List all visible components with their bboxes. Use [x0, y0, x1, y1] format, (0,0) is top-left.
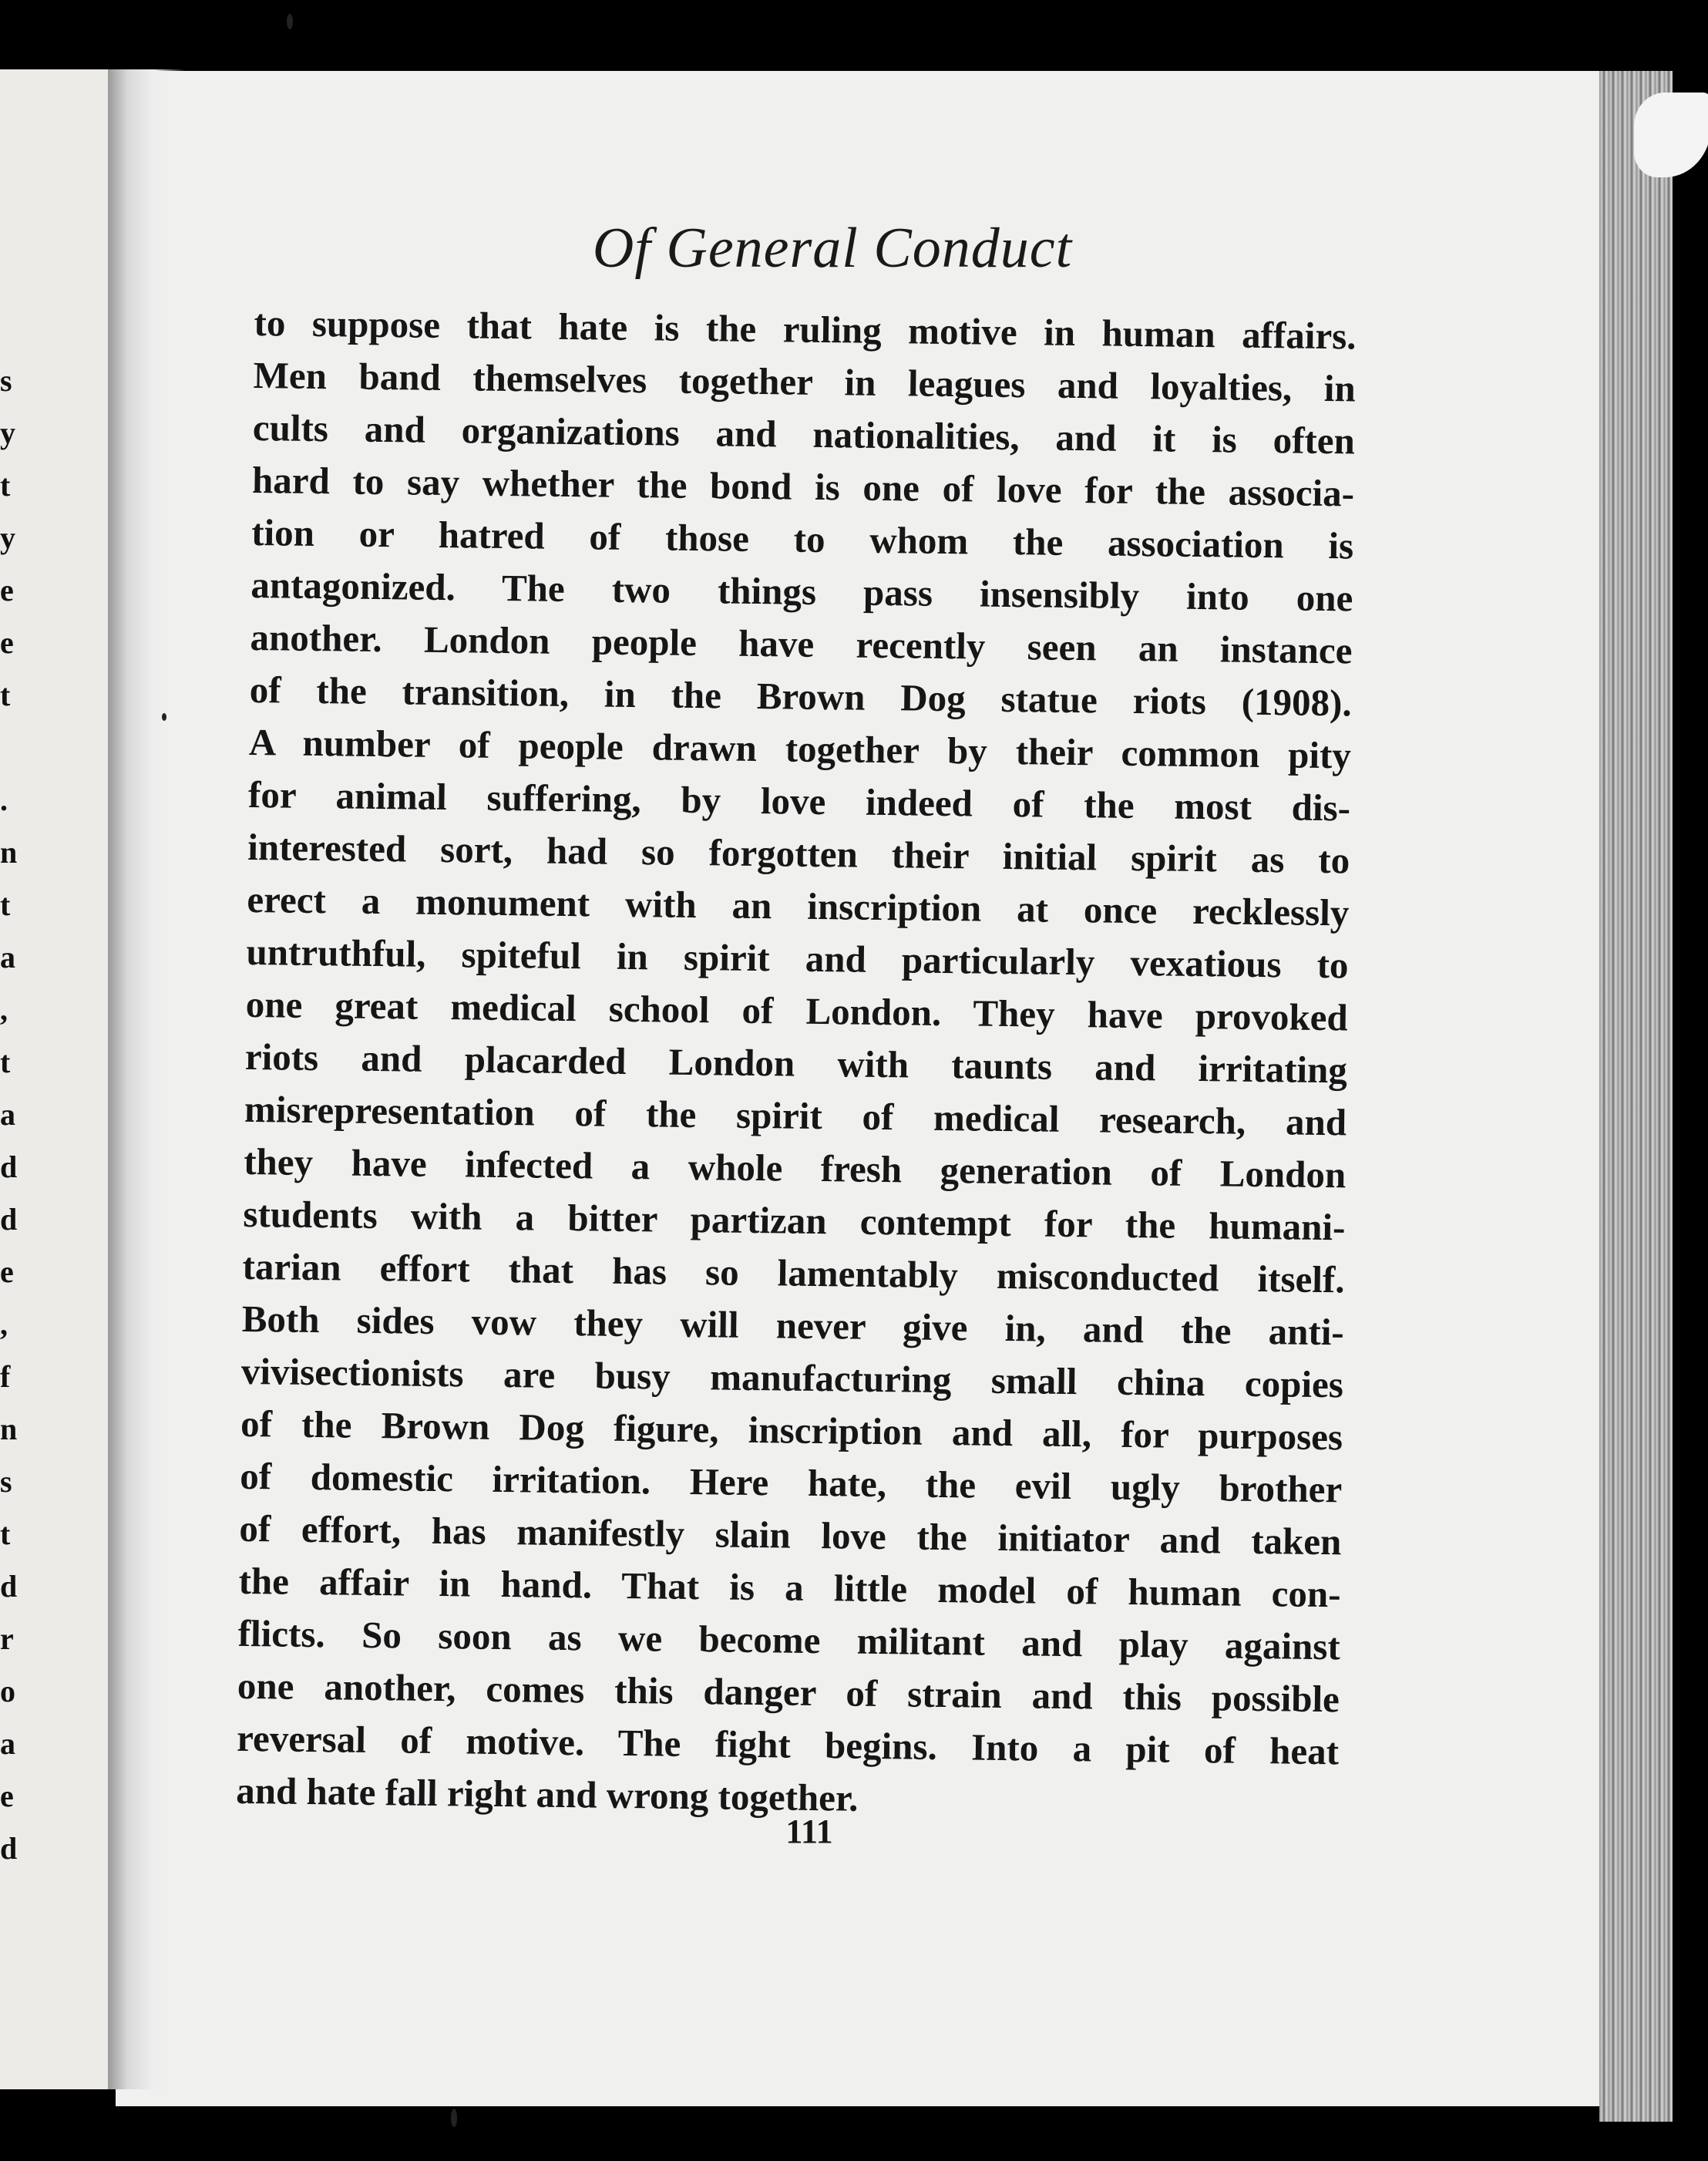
facing-page-letter: t — [0, 678, 11, 712]
facing-page-letter: t — [0, 1516, 11, 1551]
text-line: untruthful, spiteful in spirit and particularly vexatious to — [246, 930, 1349, 987]
text-line: antagonized. The two things pass insensibly into one — [250, 563, 1353, 620]
facing-page-letter: t — [0, 468, 11, 503]
text-line: of the transition, in the Brown Dog statue riots (1908). — [249, 668, 1353, 725]
facing-page-edge — [0, 69, 116, 2089]
facing-page-letter: r — [0, 1621, 14, 1656]
facing-page-letter: s — [0, 1464, 12, 1499]
facing-page-letter: , — [0, 992, 8, 1027]
facing-page-letter: e — [0, 1254, 14, 1289]
text-line: another. London people have recently seen an instance — [250, 615, 1353, 672]
scan-speck — [287, 14, 293, 29]
page-number: 111 — [785, 1813, 833, 1850]
facing-page-letter — [0, 722, 22, 774]
text-line: to suppose that hate is the ruling motive in human affairs. — [254, 301, 1357, 358]
body-text — [236, 297, 1357, 1830]
text-line: vivisectionists are busy manufacturing small china copies — [240, 1349, 1344, 1406]
text-line: tion or hatred of those to whom the association is — [250, 510, 1354, 567]
text-line: flicts. So soon as we become militant and play against — [237, 1611, 1341, 1668]
facing-page-letter: e — [0, 1779, 14, 1813]
facing-page-letters — [0, 355, 22, 1875]
text-line: of the Brown Dog figure, inscription and all, for purposes — [240, 1402, 1343, 1459]
gutter-shadow — [108, 69, 185, 2089]
scan-speck — [162, 713, 166, 721]
facing-page-letter: f — [0, 1359, 11, 1394]
facing-page-letter: t — [0, 1045, 11, 1079]
text-line: Men band themselves together in leagues and loyalties, in — [253, 353, 1356, 410]
text-line: tarian effort that has so lamentably misconducted itself. — [242, 1244, 1345, 1301]
text-line: one another, comes this danger of strain and this possible — [237, 1664, 1340, 1721]
facing-page-letter: o — [0, 1674, 15, 1708]
text-line: misrepresentation of the spirit of medical research, and — [244, 1087, 1347, 1144]
facing-page-letter: t — [0, 887, 11, 922]
text-line: erect a monument with an inscription at once recklessly — [247, 877, 1350, 934]
text-line: riots and placarded London with taunts and irritating — [244, 1035, 1348, 1092]
text-line: they have infected a whole fresh generation of London — [243, 1139, 1347, 1197]
text-line: of domestic irritation. Here hate, the evil ugly brother — [239, 1454, 1343, 1511]
facing-page-letter: n — [0, 1412, 18, 1446]
text-line: students with a bitter partizan contempt for the humani- — [243, 1192, 1346, 1249]
text-line: interested sort, had so forgotten their initial spirit as to — [247, 825, 1350, 882]
running-head: Of General Conduct — [592, 217, 1073, 280]
text-line: reversal of motive. The fight begins. Into a pit of heat — [236, 1716, 1340, 1773]
facing-page-letter: e — [0, 573, 14, 608]
facing-page-letter: a — [0, 1726, 15, 1761]
facing-page-letter: a — [0, 1097, 15, 1132]
text-line: cults and organizations and nationalities, and it is often — [252, 406, 1356, 463]
text-line: A number of people drawn together by their common pity — [248, 720, 1352, 777]
facing-page-letter: e — [0, 625, 14, 660]
facing-page-letter: a — [0, 940, 15, 974]
facing-page-letter: , — [0, 1307, 8, 1341]
scan-speck — [451, 2109, 457, 2127]
facing-page-letter: y — [0, 520, 15, 555]
page-stack-edge — [1599, 71, 1673, 2122]
facing-page-letter: n — [0, 835, 18, 870]
facing-page-letter: d — [0, 1831, 18, 1866]
text-line: of effort, has manifestly slain love the initiator and taken — [239, 1506, 1342, 1564]
facing-page-letter: y — [0, 416, 15, 450]
text-line: one great medical school of London. They have provoked — [245, 982, 1349, 1039]
text-line: hard to say whether the bond is one of love for the associa- — [251, 458, 1355, 515]
text-line: and hate fall right and wrong together. — [235, 1769, 859, 1819]
text-line: for animal suffering, by love indeed of the most dis- — [247, 773, 1351, 830]
text-line: Both sides vow they will never give in, and the anti- — [241, 1297, 1345, 1354]
facing-page-letter: d — [0, 1150, 18, 1184]
facing-page-letter: s — [0, 363, 12, 398]
facing-page-letter: . — [0, 783, 8, 817]
facing-page-letter: d — [0, 1569, 18, 1604]
text-line: the affair in hand. That is a little model of human con- — [238, 1559, 1341, 1616]
facing-page-letter: d — [0, 1202, 18, 1237]
